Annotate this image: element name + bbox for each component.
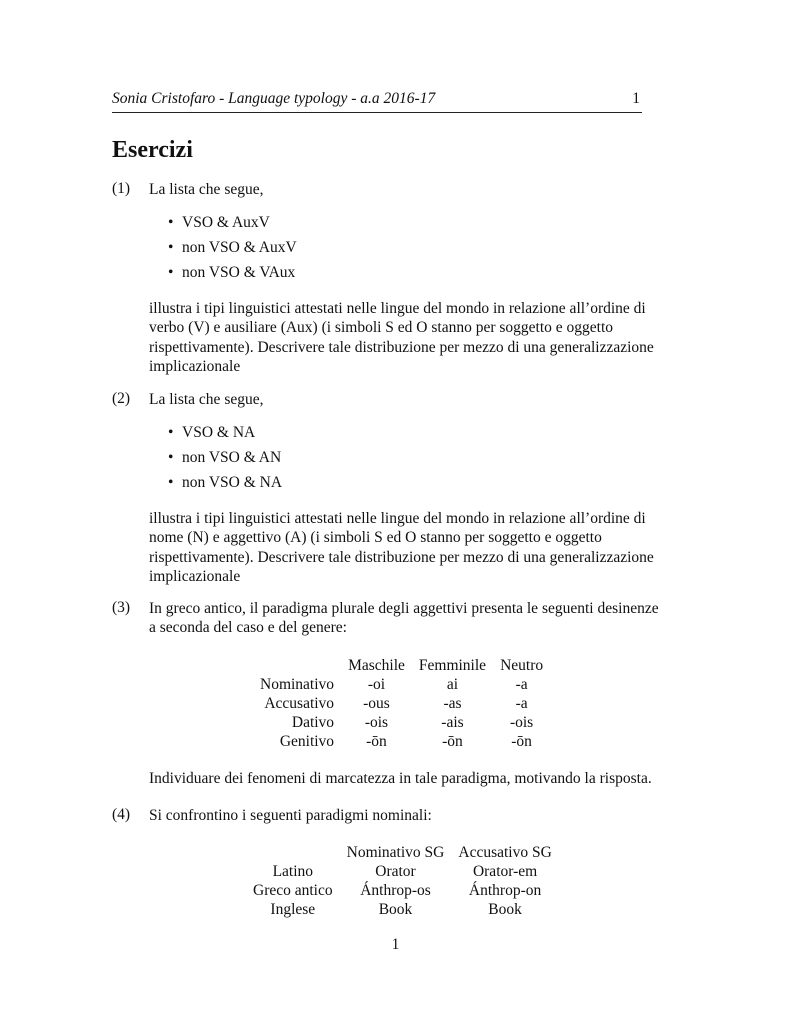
table-cell: -ois	[509, 714, 534, 731]
nominal-paradigm-table	[246, 843, 559, 919]
table-cell: Ánthrop-on	[468, 882, 542, 899]
table-row	[246, 881, 559, 900]
table-cell: Ánthrop-os	[360, 882, 431, 899]
table-cell: -oi	[367, 676, 386, 693]
exercise-2-bullets	[168, 420, 282, 495]
table-cell: Book	[488, 901, 522, 918]
table-row	[253, 732, 550, 751]
table-row	[253, 675, 550, 694]
table-header-cell: Neutro	[500, 657, 544, 674]
list-item: • non VSO & AN	[168, 445, 282, 470]
table-cell: Greco antico	[253, 882, 333, 899]
table-cell: Nominativo	[260, 676, 335, 693]
page-title: Esercizi	[112, 137, 193, 163]
table-cell: Orator	[375, 863, 416, 880]
exercise-1-intro: La lista che segue,	[149, 181, 264, 198]
header-title: Sonia Cristofaro - Language typology - a.a 2016-17	[112, 90, 436, 107]
table-cell: -a	[515, 676, 528, 693]
table-cell: -ois	[364, 714, 389, 731]
table-cell: -as	[443, 695, 462, 712]
table-header-cell: Nominativo SG	[346, 844, 445, 861]
table-header-cell: Accusativo SG	[458, 844, 552, 861]
exercise-4-number: (4)	[112, 806, 131, 823]
table-cell: -ōn	[442, 733, 463, 750]
exercise-3-body: Individuare dei fenomeni di marcatezza in tale paradigma, motivando la risposta.	[149, 770, 652, 787]
header-page-number: 1	[632, 90, 640, 107]
table-cell: -ōn	[511, 733, 532, 750]
list-item: • non VSO & NA	[168, 470, 282, 495]
footer-page-number: 1	[391, 936, 400, 953]
table-cell: Orator-em	[472, 863, 538, 880]
table-cell: -ōn	[366, 733, 387, 750]
table-cell: -a	[515, 695, 528, 712]
table-cell: Dativo	[291, 714, 335, 731]
case-gender-table	[253, 656, 550, 751]
table-cell: -ais	[441, 714, 464, 731]
table-cell: Genitivo	[279, 733, 335, 750]
exercise-1-body: illustra i tipi linguistici attestati nelle lingue del mondo in relazione all’ordine di verbo (V) e ausiliare (Aux) (i simboli S ed O stanno per soggetto e oggetto rispettivamente). Descrivere tale distribuzione per mezzo di una generalizzazione implicazionale	[149, 300, 654, 375]
table-header-cell: Femminile	[418, 657, 487, 674]
table-header-cell: Maschile	[348, 657, 405, 674]
exercise-4-intro: Si confrontino i seguenti paradigmi nominali:	[149, 807, 432, 824]
table-header-row	[253, 656, 550, 675]
exercise-2-body: illustra i tipi linguistici attestati nelle lingue del mondo in relazione all’ordine di nome (N) e aggettivo (A) (i simboli S ed O stanno per soggetto e oggetto rispettivamente). Descrivere tale distribuzione per mezzo di una generalizzazione implicazionale	[149, 510, 654, 585]
running-header	[112, 90, 642, 113]
table-cell: -ous	[363, 695, 390, 712]
table-cell: Book	[378, 901, 413, 918]
table-cell: Accusativo	[264, 695, 335, 712]
list-item: • VSO & NA	[168, 420, 282, 445]
list-item: • non VSO & AuxV	[168, 235, 297, 260]
table-row	[253, 694, 550, 713]
exercise-3-number: (3)	[112, 599, 131, 616]
table-cell: ai	[446, 676, 459, 693]
table-row	[246, 900, 559, 919]
table-header-cell	[253, 656, 341, 675]
list-item: • VSO & AuxV	[168, 210, 297, 235]
exercise-1-bullets	[168, 210, 297, 285]
table-cell: Inglese	[270, 901, 316, 918]
table-header-row	[246, 843, 559, 862]
exercise-1-number: (1)	[112, 180, 131, 197]
table-row	[246, 862, 559, 881]
table-cell: Latino	[272, 863, 314, 880]
table-row	[253, 713, 550, 732]
list-item: • non VSO & VAux	[168, 260, 297, 285]
exercise-2-intro: La lista che segue,	[149, 391, 264, 408]
exercise-2-number: (2)	[112, 390, 131, 407]
table-header-cell	[246, 843, 340, 862]
exercise-3-intro: In greco antico, il paradigma plurale degli aggettivi presenta le seguenti desinenze a seconda del caso e del genere:	[149, 600, 659, 637]
